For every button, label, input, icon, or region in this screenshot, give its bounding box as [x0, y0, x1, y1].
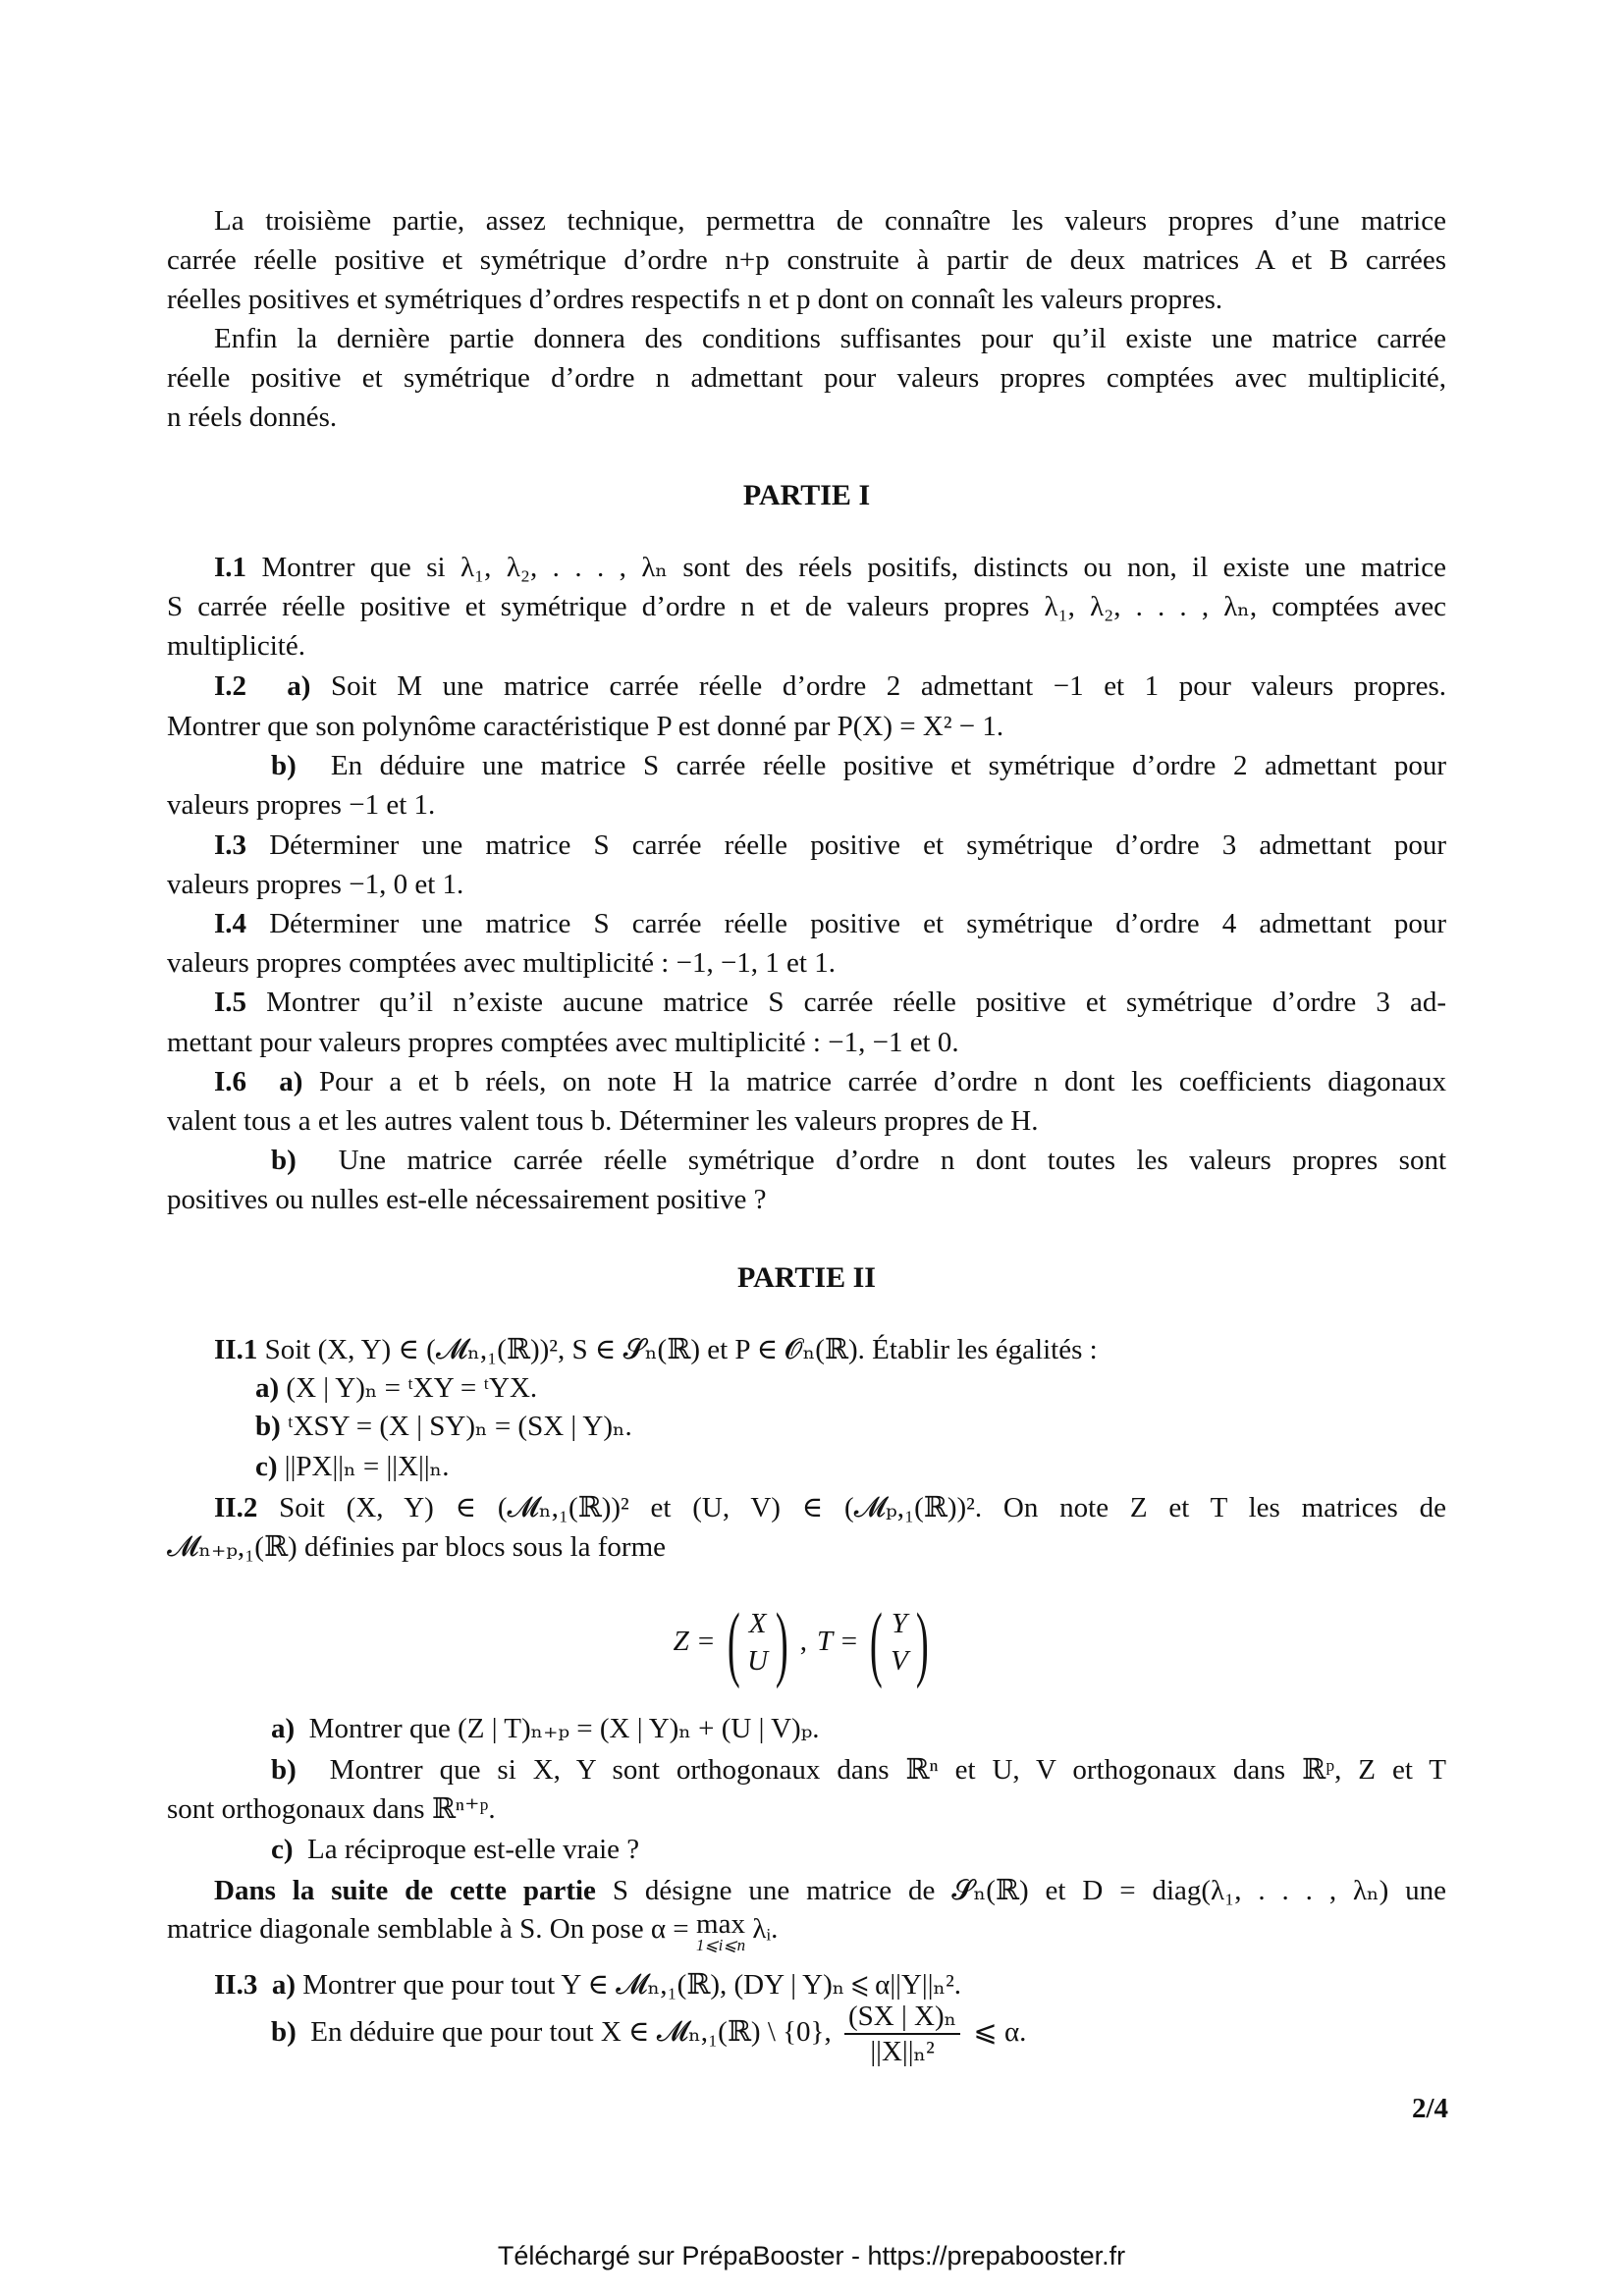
note-text-end: λᵢ. — [752, 1913, 779, 1945]
question-text: Montrer que pour tout Y ∈ 𝓜ₙ,₁(ℝ), (DY | Y)ₙ ⩽ α||Y||ₙ². — [302, 1969, 962, 2001]
question-label: I.3 — [214, 829, 247, 861]
intro-p1-line3: réelles positives et symétriques d’ordres respectifs n et p dont on connaît les valeurs propres. — [167, 284, 1223, 315]
question-II1-item-c — [255, 1447, 1446, 1486]
question-text: En déduire une matrice S carrée réelle positive et symétrique d’ordre 2 admettant pour — [330, 750, 1446, 781]
question-I1-line3: multiplicité. — [167, 630, 305, 662]
separator: , — [799, 1626, 807, 1657]
subquestion-label: b) — [271, 1145, 297, 1176]
question-label: I.4 — [214, 908, 247, 939]
page-number: 2/4 — [1411, 2093, 1448, 2124]
question-text: ᵗXSY = (X | SY)ₙ = (SX | Y)ₙ. — [288, 1411, 632, 1442]
subquestion-label: b) — [255, 1411, 281, 1442]
question-text: La réciproque est-elle vraie ? — [307, 1834, 640, 1865]
fraction-numerator: (SX | X)ₙ — [844, 2000, 960, 2035]
subquestion-label: a) — [255, 1372, 280, 1404]
question-text: Soit M une matrice carrée réelle d’ordre 2 admettant −1 et 1 pour valeurs propres. — [330, 670, 1447, 702]
question-I6a-line1 — [214, 1062, 1446, 1101]
question-I6b-line2: positives ou nulles est-elle nécessairement positive ? — [167, 1184, 767, 1215]
subquestion-label: a) — [271, 1713, 296, 1744]
question-text: ||PX||ₙ = ||X||ₙ. — [284, 1451, 450, 1482]
download-footer: Téléchargé sur PrépaBooster - https://prepabooster.fr — [497, 2241, 1126, 2270]
fraction — [844, 2000, 960, 2068]
question-label: II.3 — [214, 1969, 258, 2001]
question-II2b-line1 — [271, 1750, 1446, 1789]
right-paren: ) — [775, 1594, 788, 1689]
subquestion-label: a) — [287, 670, 311, 702]
question-I6b-line1 — [271, 1141, 1446, 1180]
t-top: Y — [891, 1607, 907, 1639]
intro-p1-line1: La troisième partie, assez technique, permettra de connaître les valeurs propres d’une matrice — [214, 205, 1446, 237]
subquestion-label: c) — [271, 1834, 294, 1865]
question-text: (X | Y)ₙ = ᵗXY = ᵗYX. — [286, 1372, 538, 1404]
question-label: II.2 — [214, 1492, 258, 1523]
subquestion-label: a) — [271, 1969, 296, 2001]
partie-2-note-line1 — [214, 1871, 1446, 1910]
z-column-vector — [720, 1594, 796, 1689]
question-I4-line1 — [214, 904, 1446, 943]
t-bottom: V — [891, 1644, 908, 1677]
subquestion-label: b) — [271, 1754, 297, 1786]
question-I3-line1 — [214, 826, 1446, 865]
question-label: I.2 — [214, 670, 247, 702]
max-label: max — [696, 1908, 745, 1940]
question-text: Pour a et b réels, on note H la matrice carrée d’ordre n dont les coefficients diagonaux — [318, 1066, 1447, 1097]
question-text: Montrer que si λ₁, λ₂, . . . , λₙ sont des réels positifs, distincts ou non, il existe une matrice — [261, 552, 1446, 583]
question-I2a-line2: Montrer que son polynôme caractéristique P est donné par P(X) = X² − 1. — [167, 711, 1004, 742]
subquestion-label: a) — [279, 1066, 303, 1097]
question-text: Soit (X, Y) ∈ (𝓜ₙ,₁(ℝ))², S ∈ 𝓢ₙ(ℝ) et P ∈ 𝓞ₙ(ℝ). Établir les égalités : — [264, 1334, 1098, 1365]
question-text: En déduire que pour tout X ∈ 𝓜ₙ,₁(ℝ) \ {0}, — [310, 2016, 832, 2048]
z-label: Z = — [673, 1626, 716, 1657]
partie-1-title: PARTIE I — [742, 479, 871, 511]
note-text: S désigne une matrice de 𝓢ₙ(ℝ) et D = diag(λ₁, . . . , λₙ) une — [612, 1875, 1447, 1906]
partie-2-title: PARTIE II — [737, 1261, 876, 1294]
question-I1-line1 — [214, 548, 1446, 587]
question-II2-line2: 𝓜ₙ₊ₚ,₁(ℝ) définies par blocs sous la forme — [167, 1531, 666, 1563]
subquestion-label: b) — [271, 2016, 297, 2048]
max-operator — [696, 1909, 745, 1952]
question-text: Montrer que (Z | T)ₙ₊ₚ = (X | Y)ₙ + (U | V)ₚ. — [308, 1713, 820, 1744]
question-label: I.5 — [214, 987, 247, 1018]
question-II2b-line2: sont orthogonaux dans ℝⁿ⁺ᵖ. — [167, 1793, 496, 1825]
left-paren: ( — [727, 1594, 740, 1689]
subquestion-label: b) — [271, 750, 297, 781]
question-text: Déterminer une matrice S carrée réelle positive et symétrique d’ordre 3 admettant pour — [269, 829, 1446, 861]
question-text: Déterminer une matrice S carrée réelle positive et symétrique d’ordre 4 admettant pour — [269, 908, 1446, 939]
question-II3b — [271, 1993, 1446, 2071]
question-I5-line2: mettant pour valeurs propres comptées avec multiplicité : −1, −1 et 0. — [167, 1027, 959, 1058]
intro-p2-line3: n réels donnés. — [167, 401, 338, 433]
question-II1-item-a — [255, 1368, 1446, 1408]
question-I3-line2: valeurs propres −1, 0 et 1. — [167, 869, 464, 900]
note-text: matrice diagonale semblable à S. On pose α = — [167, 1913, 689, 1945]
subquestion-label: c) — [255, 1451, 278, 1482]
question-text-end: ⩽ α. — [973, 2016, 1027, 2048]
intro-p2-line2: réelle positive et symétrique d’ordre n admettant pour valeurs propres comptées avec multiplicité, — [167, 362, 1446, 394]
intro-p2-line1: Enfin la dernière partie donnera des conditions suffisantes pour qu’il existe une matrice carrée — [214, 323, 1446, 354]
question-label: II.1 — [214, 1334, 258, 1365]
question-I2a-line1 — [214, 667, 1446, 706]
question-I4-line2: valeurs propres comptées avec multiplicité : −1, −1, 1 et 1. — [167, 947, 836, 979]
question-text: Montrer que si X, Y sont orthogonaux dans ℝⁿ et U, V orthogonaux dans ℝᵖ, Z et T — [329, 1754, 1447, 1786]
question-text: Soit (X, Y) ∈ (𝓜ₙ,₁(ℝ))² et (U, V) ∈ (𝓜ₚ,₁(ℝ))². On note Z et T les matrices de — [279, 1492, 1446, 1523]
question-label: I.6 — [214, 1066, 247, 1097]
t-label: T = — [817, 1626, 859, 1657]
question-I1-line2: S carrée réelle positive et symétrique d’ordre n et de valeurs propres λ₁, λ₂, . . . , λₙ, comptées avec — [167, 591, 1446, 622]
max-subscript: 1⩽i⩽n — [695, 1936, 746, 1954]
block-matrix-equation — [167, 1595, 1446, 1688]
question-I6a-line2: valent tous a et les autres valent tous b. Déterminer les valeurs propres de H. — [167, 1105, 1039, 1137]
z-top: X — [748, 1607, 767, 1639]
left-paren: ( — [870, 1594, 884, 1689]
question-II2a — [271, 1709, 1446, 1748]
right-paren: ) — [915, 1594, 929, 1689]
question-label: I.1 — [214, 552, 247, 583]
t-column-vector — [862, 1594, 936, 1689]
question-text: Une matrice carrée réelle symétrique d’ordre n dont toutes les valeurs propres sont — [338, 1145, 1447, 1176]
z-bottom: U — [747, 1644, 769, 1677]
question-I5-line1 — [214, 983, 1446, 1022]
partie-2-note-line2 — [167, 1909, 1446, 1952]
intro-p1-line2: carrée réelle positive et symétrique d’ordre n+p construite à partir de deux matrices A et B carrées — [167, 244, 1446, 276]
question-I2b-line2: valeurs propres −1 et 1. — [167, 789, 436, 821]
question-II1-item-b — [255, 1407, 1446, 1446]
question-II1-intro — [214, 1330, 1446, 1369]
question-II2-line1 — [214, 1488, 1446, 1527]
note-bold-lead: Dans la suite de cette partie — [214, 1875, 596, 1906]
fraction-denominator: ||X||ₙ² — [870, 2036, 935, 2068]
question-text: Montrer qu’il n’existe aucune matrice S carrée réelle positive et symétrique d’ordre 3 ad- — [266, 987, 1446, 1018]
question-I2b-line1 — [271, 746, 1446, 785]
question-II2c — [271, 1830, 1446, 1869]
